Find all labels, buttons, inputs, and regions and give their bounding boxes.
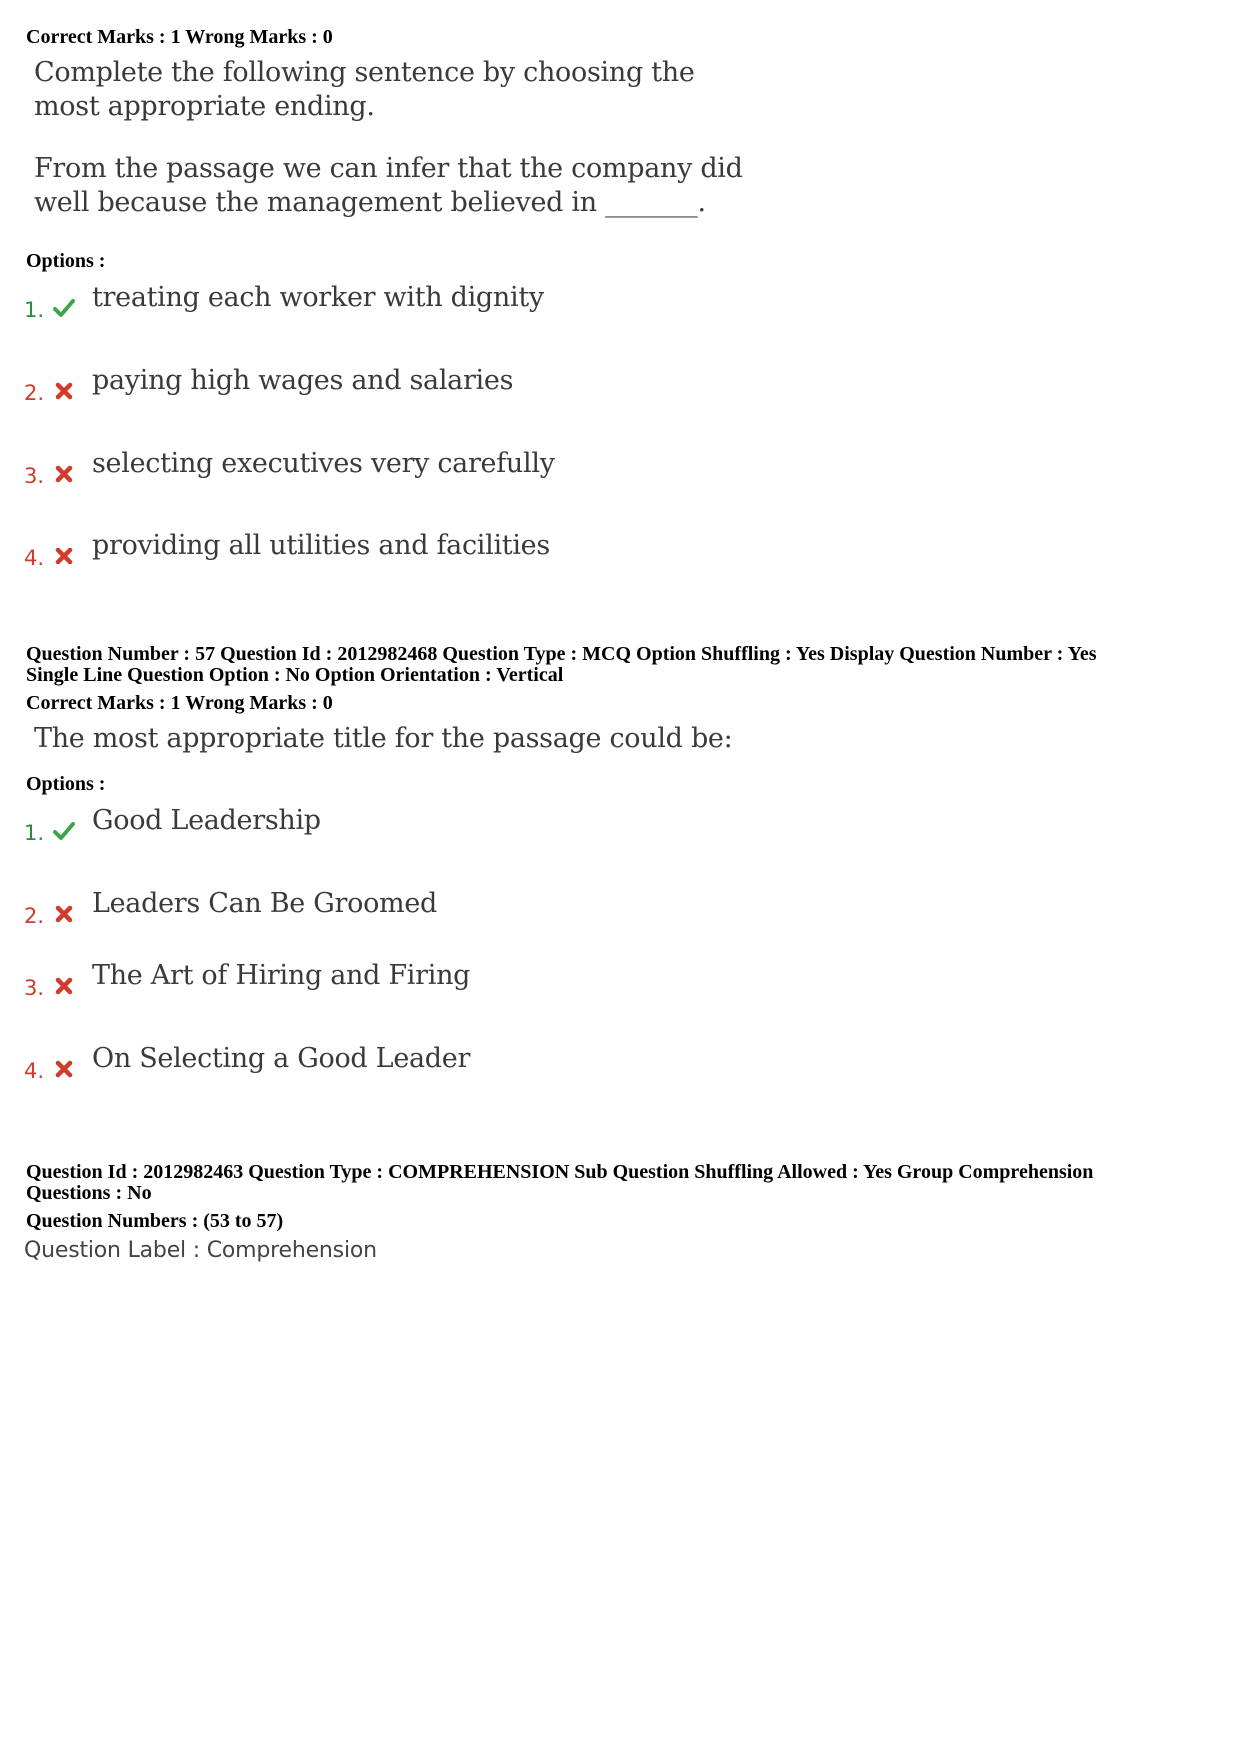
option-number: 1. [24, 821, 45, 845]
option-number: 2. [24, 381, 45, 405]
q56-text-line3: From the passage we can infer that the company did [34, 153, 743, 184]
q57-option-2 [24, 888, 724, 928]
option-text: Good Leadership [92, 805, 321, 836]
option-text: selecting executives very carefully [92, 448, 555, 479]
q56-text-line2: most appropriate ending. [34, 91, 375, 122]
q57-meta-line2: Single Line Question Option : No Option Orientation : Vertical [26, 664, 564, 686]
cross-icon [52, 379, 76, 403]
option-number: 3. [24, 976, 45, 1000]
option-text: On Selecting a Good Leader [92, 1043, 471, 1074]
option-text: treating each worker with dignity [92, 282, 544, 313]
check-icon [52, 819, 76, 843]
q57-text-line1: The most appropriate title for the passage could be: [34, 723, 733, 754]
check-icon [52, 296, 76, 320]
comprehension-meta-line1: Question Id : 2012982463 Question Type : COMPREHENSION Sub Question Shuffling Allowed : Yes Group Comprehension [26, 1161, 1094, 1183]
option-text: paying high wages and salaries [92, 365, 514, 396]
q56-text-line4: well because the management believed in _______. [34, 187, 706, 218]
option-text: Leaders Can Be Groomed [92, 888, 437, 919]
q57-options-label: Options : [26, 773, 106, 795]
option-number: 4. [24, 1059, 45, 1083]
option-text: The Art of Hiring and Firing [92, 960, 471, 991]
q57-option-3 [24, 960, 724, 1000]
cross-icon [52, 462, 76, 486]
q57-option-4 [24, 1043, 724, 1083]
q56-option-4 [24, 530, 724, 570]
cross-icon [52, 544, 76, 568]
option-number: 1. [24, 298, 45, 322]
comprehension-numbers: Question Numbers : (53 to 57) [26, 1210, 284, 1232]
q56-option-1 [24, 282, 724, 322]
cross-icon [52, 974, 76, 998]
q57-option-1 [24, 805, 724, 845]
q56-option-2 [24, 365, 724, 405]
option-number: 4. [24, 546, 45, 570]
cross-icon [52, 1057, 76, 1081]
q56-text-line1: Complete the following sentence by choosing the [34, 57, 695, 88]
option-number: 2. [24, 904, 45, 928]
comprehension-meta-line2: Questions : No [26, 1182, 152, 1204]
q56-option-3 [24, 448, 724, 488]
q57-marks: Correct Marks : 1 Wrong Marks : 0 [26, 692, 333, 714]
option-text: providing all utilities and facilities [92, 530, 550, 561]
comprehension-label: Question Label : Comprehension [24, 1238, 377, 1263]
q57-meta-line1: Question Number : 57 Question Id : 2012982468 Question Type : MCQ Option Shuffling : Yes Display Question Number : Yes [26, 643, 1097, 665]
option-number: 3. [24, 464, 45, 488]
cross-icon [52, 902, 76, 926]
q56-marks: Correct Marks : 1 Wrong Marks : 0 [26, 26, 333, 48]
q56-options-label: Options : [26, 250, 106, 272]
